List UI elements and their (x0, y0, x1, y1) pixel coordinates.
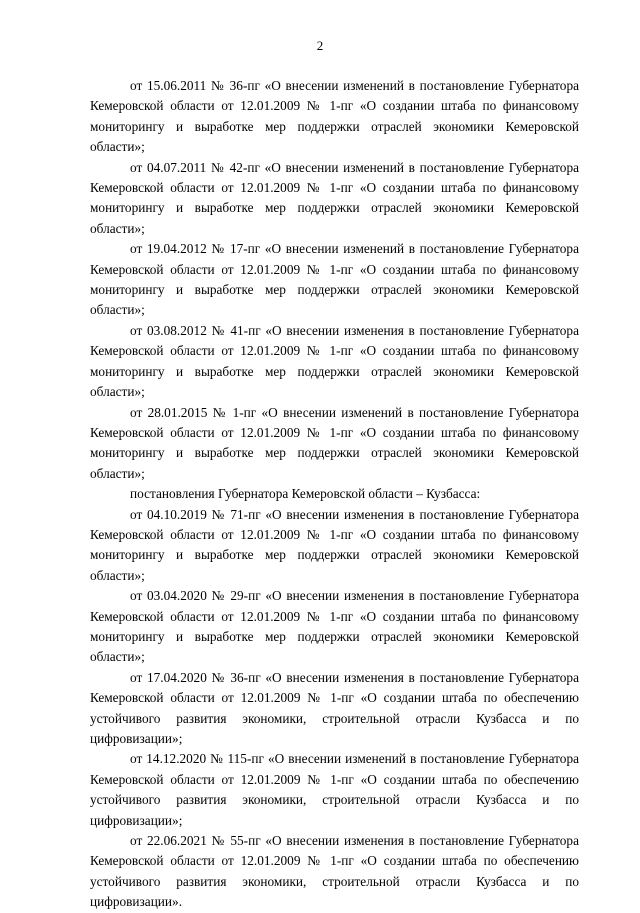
page-number: 2 (316, 38, 324, 53)
paragraph-decree-2011-06-15: от 15.06.2011 № 36-пг «О внесении изменений в постановление Губернатора Кемеровской области от 12.01.2009 № 1-пг «О создании штаба по финансовому мониторингу и выработке мер поддержки отраслей экономики Кемеровской области»; (90, 78, 579, 155)
paragraph-decree-2020-04-03: от 03.04.2020 № 29-пг «О внесении изменения в постановление Губернатора Кемеровской области от 12.01.2009 № 1-пг «О создании штаба по финансовому мониторингу и выработке мер поддержки отраслей экономики Кемеровской области»; (90, 588, 579, 665)
paragraph-decree-2020-12-14: от 14.12.2020 № 115-пг «О внесении изменений в постановление Губернатора Кемеровской области от 12.01.2009 № 1-пг «О создании штаба по обеспечению устойчивого развития экономики, строительной отрасли Кузбасса и по цифровизации»; (90, 751, 579, 828)
paragraph-decree-2012-08-03: от 03.08.2012 № 41-пг «О внесении изменения в постановление Губернатора Кемеровской области от 12.01.2009 № 1-пг «О создании штаба по финансовому мониторингу и выработке мер поддержки отраслей экономики Кемеровской области»; (90, 322, 579, 400)
paragraph-kuzbass-decrees-heading: постановления Губернатора Кемеровской области – Кузбасса: (130, 486, 481, 502)
paragraph-decree-2021-06-22: от 22.06.2021 № 55-пг «О внесении изменения в постановление Губернатора Кемеровской области от 12.01.2009 № 1-пг «О создании штаба по обеспечению устойчивого развития экономики, строительной отрасли Кузбасса и по цифровизации». (90, 833, 579, 910)
paragraph-decree-2012-04-19: от 19.04.2012 № 17-пг «О внесении изменений в постановление Губернатора Кемеровской области от 12.01.2009 № 1-пг «О создании штаба по финансовому мониторингу и выработке мер поддержки отраслей экономики Кемеровской области»; (90, 241, 579, 318)
document-body (90, 76, 579, 913)
paragraph-decree-2019-10-04: от 04.10.2019 № 71-пг «О внесении изменения в постановление Губернатора Кемеровской области от 12.01.2009 № 1-пг «О создании штаба по финансовому мониторингу и выработке мер поддержки отраслей экономики Кемеровской области»; (90, 506, 579, 583)
paragraph-decree-2015-01-28: от 28.01.2015 № 1-пг «О внесении изменений в постановление Губернатора Кемеровской области от 12.01.2009 № 1-пг «О создании штаба по финансовому мониторингу и выработке мер поддержки отраслей экономики Кемеровской области»; (90, 404, 579, 481)
paragraph-decree-2011-07-04: от 04.07.2011 № 42-пг «О внесении изменений в постановление Губернатора Кемеровской области от 12.01.2009 № 1-пг «О создании штаба по финансовому мониторингу и выработке мер поддержки отраслей экономики Кемеровской области»; (90, 159, 579, 236)
paragraph-decree-2020-04-17: от 17.04.2020 № 36-пг «О внесении изменения в постановление Губернатора Кемеровской области от 12.01.2009 № 1-пг «О создании штаба по обеспечению устойчивого развития экономики, строительной отрасли Кузбасса и по цифровизации»; (90, 669, 579, 746)
